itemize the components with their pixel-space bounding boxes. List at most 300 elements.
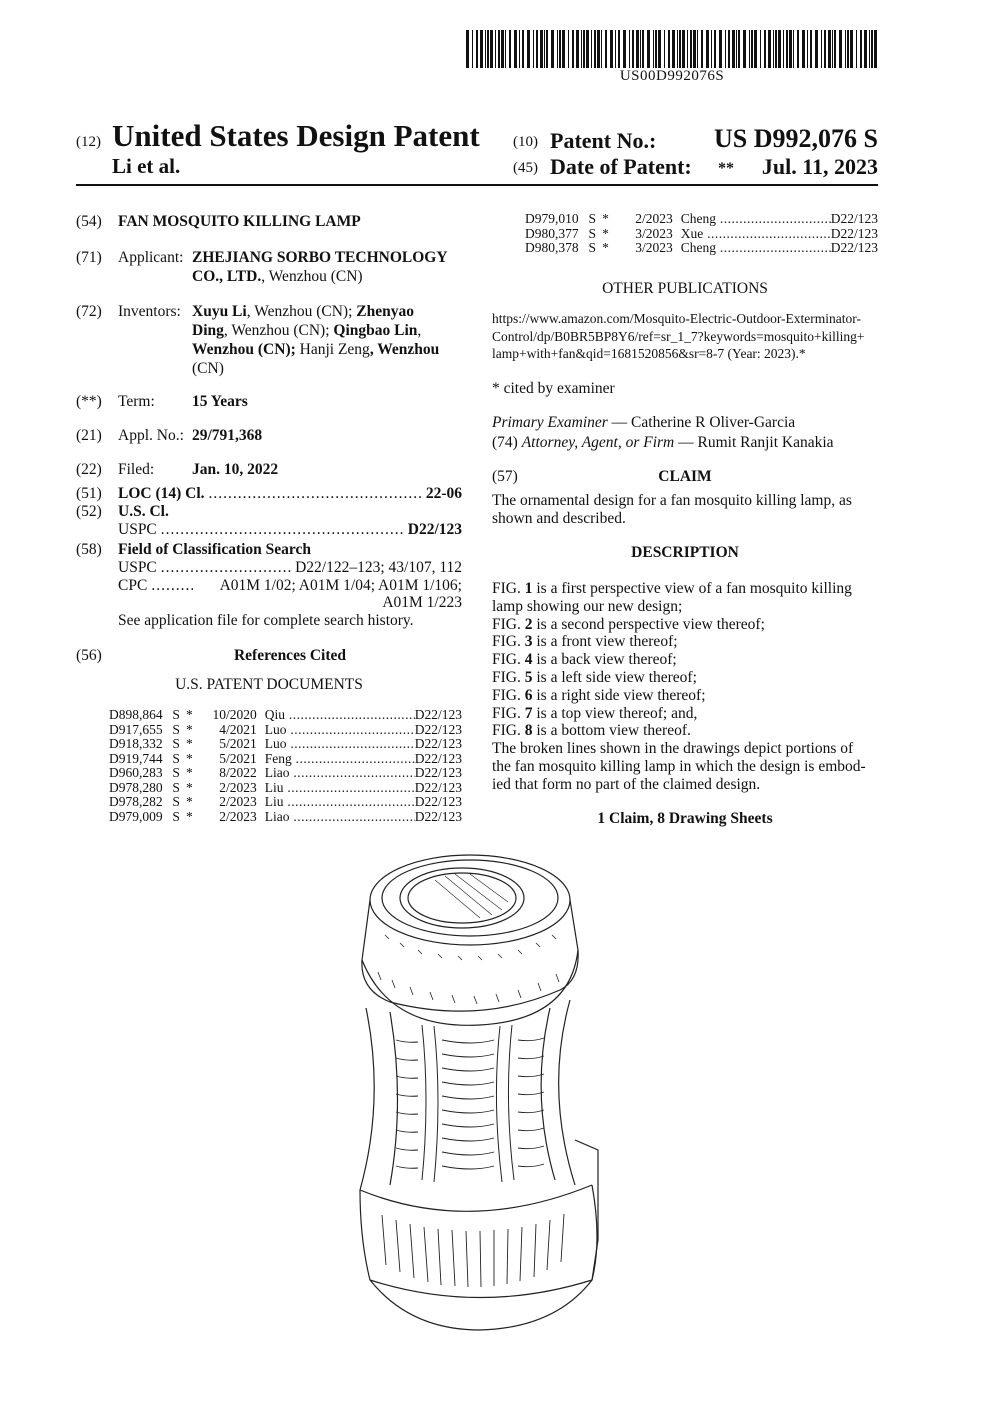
uscl-line — [118, 521, 462, 539]
reference-num: D898,864 — [109, 707, 163, 722]
applicant-value — [192, 248, 462, 286]
date-marker: ** — [718, 160, 734, 177]
inventors-label: Inventors: — [118, 303, 181, 320]
reference-name: Liu ..... — [265, 795, 415, 809]
patent-type-code: (12) — [76, 134, 101, 150]
barcode-bar — [690, 30, 692, 68]
barcode-bar — [687, 30, 688, 68]
barcode-bar — [509, 30, 511, 68]
applicant-location: , Wenzhou (CN) — [261, 268, 363, 285]
reference-kind: S — [172, 765, 180, 780]
barcode-bar — [847, 30, 849, 68]
loc-value: 22-06 — [425, 485, 462, 502]
description-title: DESCRIPTION — [631, 544, 739, 561]
figure-number: 6 — [524, 686, 533, 704]
barcode-bar — [789, 30, 792, 68]
barcode-bar — [559, 30, 561, 68]
barcode-bar — [719, 30, 722, 68]
figure-number: 7 — [524, 704, 533, 722]
reference-num: D979,010 — [525, 211, 579, 226]
barcode-bar — [505, 30, 506, 68]
description-segment: is a first perspective view of a fan mosquito killing — [532, 580, 852, 597]
reference-kind: S — [172, 750, 180, 766]
reference-num: D978,280 — [109, 779, 163, 795]
description-segment: FIG. — [492, 615, 525, 633]
barcode-bar — [815, 30, 818, 68]
barcode-bar — [501, 30, 504, 68]
barcode-bar — [514, 30, 517, 68]
reference-date: 5/2021 — [219, 750, 257, 766]
other-publication-line: Control/dp/B0BR5BP8Y6/ref=sr_1_7?keywords=mosquito+killing+ — [492, 328, 865, 344]
reference-kind: S — [172, 707, 180, 722]
reference-date: 2/2023 — [219, 794, 257, 809]
barcode-bar — [490, 30, 493, 68]
barcode-bar — [751, 30, 753, 68]
description-line — [492, 687, 878, 705]
reference-star: * — [185, 707, 193, 722]
appl-value: 29/791,368 — [192, 427, 263, 444]
barcode-bar — [871, 30, 873, 68]
description-line — [492, 616, 878, 634]
description-line — [492, 705, 878, 723]
description-line — [492, 580, 878, 598]
barcode-bar — [618, 30, 620, 68]
claim-title: CLAIM — [658, 468, 712, 485]
reference-row — [109, 752, 462, 767]
barcode-bar — [519, 30, 520, 68]
barcode-bar — [764, 30, 766, 68]
barcode-bar — [527, 30, 530, 68]
barcode-bar — [824, 30, 826, 68]
reference-class: D22/123 — [830, 240, 878, 255]
barcode — [466, 30, 878, 68]
reference-name-cell — [265, 795, 415, 810]
barcode-bar — [807, 30, 808, 68]
description-segment: is a bottom view thereof. — [532, 722, 691, 740]
other-publications-title: OTHER PUBLICATIONS — [602, 280, 768, 297]
description-line — [492, 669, 878, 687]
examiner-name: — Catherine R Oliver-Garcia — [607, 414, 796, 431]
reference-date: 2/2023 — [219, 808, 257, 824]
claim-line: The ornamental design for a fan mosquito killing lamp, as — [492, 492, 852, 509]
refs-title: References Cited — [233, 647, 347, 664]
reference-star: * — [602, 240, 609, 255]
search-cpc-label: CPC — [118, 577, 148, 594]
reference-kind: S — [172, 779, 180, 795]
claims-count: 1 Claim, 8 Drawing Sheets — [597, 810, 773, 827]
barcode-bar — [623, 30, 626, 68]
barcode-bar — [706, 30, 709, 68]
barcode-bar — [874, 30, 877, 68]
barcode-bar — [856, 30, 857, 68]
patent-type-title: United States Design Patent — [112, 118, 480, 153]
barcode-bar — [583, 30, 585, 68]
reference-kind: S — [172, 808, 180, 824]
description-line — [492, 651, 878, 669]
references-table-left — [109, 708, 462, 824]
header-rule — [76, 184, 878, 186]
barcode-bar — [629, 30, 630, 68]
attorney-code: (74) — [492, 434, 518, 451]
barcode-bar — [551, 30, 554, 68]
barcode-bar — [697, 30, 698, 68]
reference-class: D22/123 — [414, 779, 462, 795]
barcode-number: US00D992076S — [619, 68, 725, 84]
reference-num: D979,009 — [109, 808, 163, 824]
reference-name: Xue ..... — [681, 227, 831, 241]
inventor-name: , Wenzhou — [369, 341, 440, 358]
description-segment: FIG. — [492, 651, 525, 669]
description-line — [492, 633, 878, 651]
claim-text — [492, 492, 878, 528]
reference-date: 5/2021 — [219, 736, 257, 751]
reference-kind: S — [588, 225, 596, 241]
barcode-bar — [738, 30, 740, 68]
barcode-bar — [793, 30, 794, 68]
reference-date: 3/2023 — [635, 225, 673, 241]
reference-name: Luo ..... — [265, 737, 415, 751]
barcode-bar — [749, 30, 750, 68]
reference-star: * — [602, 225, 609, 241]
reference-num: D919,744 — [109, 750, 163, 766]
barcode-bar — [664, 30, 665, 68]
attorney-line — [492, 434, 834, 452]
description-line: ied that form no part of the claimed design. — [492, 775, 761, 793]
reference-class: D22/123 — [414, 794, 462, 809]
reference-class: D22/123 — [414, 750, 462, 766]
barcode-bar — [476, 30, 478, 68]
inventor-name: (CN) — [192, 360, 224, 377]
reference-name: Luo ..... — [265, 723, 415, 737]
reference-date: 2/2023 — [219, 779, 257, 795]
barcode-bar — [655, 30, 657, 68]
barcode-bar — [557, 30, 558, 68]
barcode-bar — [586, 30, 589, 68]
reference-class: D22/123 — [414, 736, 462, 751]
barcode-bar — [466, 30, 469, 68]
description-segment: is a top view thereof; and, — [532, 704, 698, 722]
barcode-bar — [850, 30, 853, 68]
date-code: (45) — [513, 160, 538, 176]
examiner-label: Primary Examiner — [492, 414, 608, 431]
search-cpc-line — [118, 577, 462, 595]
barcode-bar — [533, 30, 534, 68]
barcode-bar — [864, 30, 867, 68]
filed-value: Jan. 10, 2022 — [192, 461, 279, 478]
inventor-name: Ding — [192, 322, 224, 339]
reference-class: D22/123 — [830, 211, 878, 226]
barcode-bar — [594, 30, 596, 68]
figure-number: 3 — [524, 633, 533, 651]
barcode-bar — [544, 30, 545, 68]
barcode-bar — [672, 30, 675, 68]
description-line: the fan mosquito killing lamp in which the design is embod- — [492, 757, 866, 775]
inventor-name: Wenzhou (CN); — [192, 341, 300, 358]
reference-date: 4/2021 — [219, 721, 257, 737]
claim-line: shown and described. — [492, 510, 626, 527]
figure-number: 4 — [524, 651, 533, 669]
inventor-location: Hanji Zeng — [299, 341, 370, 358]
barcode-bar — [725, 30, 726, 68]
reference-star: * — [185, 736, 193, 751]
barcode-bar — [647, 30, 650, 68]
inventors-list — [192, 302, 462, 378]
search-uspc-label: USPC — [118, 559, 157, 576]
reference-name-cell — [681, 241, 831, 256]
refs-subtitle: U.S. PATENT DOCUMENTS — [175, 676, 363, 693]
barcode-bar — [546, 30, 548, 68]
attorney-label: Attorney, Agent, or Firm — [521, 434, 675, 451]
patent-no-label: Patent No.: — [550, 128, 657, 153]
reference-row — [525, 227, 878, 242]
loc-line — [118, 484, 462, 503]
reference-num: D960,283 — [109, 765, 163, 780]
reference-class: D22/123 — [414, 721, 462, 737]
term-value: 15 Years — [192, 393, 248, 410]
barcode-bar — [701, 30, 703, 68]
reference-num: D917,655 — [109, 721, 163, 737]
barcode-bar — [839, 30, 842, 68]
barcode-bar — [821, 30, 822, 68]
reference-star: * — [185, 721, 193, 737]
barcode-bar — [802, 30, 805, 68]
search-code: (58) — [76, 541, 102, 558]
barcode-bar — [636, 30, 639, 68]
applicant-name: ZHEJIANG SORBO TECHNOLOGY CO., LTD. — [192, 249, 447, 285]
reference-num: D978,282 — [109, 794, 163, 809]
description-line — [492, 722, 878, 740]
barcode-bar — [562, 30, 565, 68]
barcode-bar — [472, 30, 473, 68]
reference-name-cell — [265, 737, 415, 752]
reference-name: Feng ..... — [265, 752, 415, 766]
barcode-bar — [615, 30, 616, 68]
figure-number: 2 — [524, 615, 533, 633]
barcode-bar — [714, 30, 716, 68]
search-cpc-value: A01M 1/02; A01M 1/04; A01M 1/106; — [219, 577, 462, 594]
barcode-bar — [540, 30, 543, 68]
reference-name-cell — [265, 708, 415, 723]
description-segment: FIG. — [492, 722, 525, 740]
description-segment: FIG. — [492, 704, 525, 722]
reference-name-cell — [265, 752, 415, 767]
reference-name-cell — [265, 781, 415, 796]
figure-number: 8 — [524, 722, 533, 740]
barcode-bar — [832, 30, 833, 68]
description-text — [492, 580, 878, 794]
inventor-name: Xuyu Li — [192, 303, 247, 320]
refs-code: (56) — [76, 647, 102, 664]
reference-name-cell — [265, 723, 415, 738]
barcode-bar — [572, 30, 574, 68]
barcode-bar — [743, 30, 746, 68]
reference-row — [525, 241, 878, 256]
barcode-bar — [693, 30, 696, 68]
description-segment: FIG. — [492, 668, 525, 686]
uscl-value: D22/123 — [407, 521, 462, 538]
reference-kind: S — [172, 721, 180, 737]
reference-class: D22/123 — [414, 808, 462, 824]
loc-code: (51) — [76, 485, 102, 502]
barcode-bar — [679, 30, 681, 68]
uscl-sub-label: USPC — [118, 521, 157, 538]
examiner-line — [492, 414, 795, 432]
appl-label: Appl. No.: — [118, 427, 184, 444]
filed-label: Filed: — [118, 461, 155, 478]
description-segment: is a back view thereof; — [532, 651, 677, 669]
lamp-drawing — [330, 840, 630, 1350]
reference-kind: S — [588, 211, 596, 226]
reference-star: * — [185, 794, 193, 809]
reference-name: Liu ..... — [265, 781, 415, 795]
barcode-bar — [778, 30, 781, 68]
other-publications — [492, 310, 892, 363]
barcode-bar — [581, 30, 582, 68]
inventor-name: Qingbao Lin — [333, 322, 418, 339]
filed-code: (22) — [76, 461, 102, 478]
other-publication-line: lamp+with+fan&qid=1681520856&sr=8-7 (Year: 2023).* — [492, 346, 806, 361]
claim-code: (57) — [492, 468, 518, 485]
reference-name: Liao ..... — [265, 810, 415, 824]
description-segment: is a front view thereof; — [532, 633, 678, 651]
uscl-code: (52) — [76, 503, 102, 520]
inventors-code: (72) — [76, 303, 102, 320]
reference-name-cell — [265, 766, 415, 781]
reference-row — [109, 810, 462, 825]
inventors-line — [192, 340, 462, 359]
barcode-bar — [498, 30, 500, 68]
reference-class: D22/123 — [414, 765, 462, 780]
applicant-label: Applicant: — [118, 249, 184, 266]
term-code: (**) — [76, 393, 102, 410]
reference-star: * — [602, 211, 609, 226]
appl-code: (21) — [76, 427, 102, 444]
description-line: lamp showing our new design; — [492, 597, 683, 615]
barcode-bar — [736, 30, 737, 68]
barcode-bar — [682, 30, 685, 68]
description-segment: is a left side view thereof; — [532, 668, 697, 686]
date-value: Jul. 11, 2023 — [761, 154, 878, 179]
barcode-bar — [653, 30, 654, 68]
search-uspc-value: D22/122–123; 43/107, 112 — [295, 559, 462, 576]
inventors-line — [192, 359, 462, 378]
barcode-bar — [597, 30, 600, 68]
barcode-bar — [640, 30, 641, 68]
barcode-bar — [605, 30, 607, 68]
reference-name-cell — [265, 810, 415, 825]
barcode-bar — [658, 30, 661, 68]
description-segment: FIG. — [492, 686, 525, 704]
description-segment: is a second perspective view thereof; — [532, 615, 765, 633]
barcode-bar — [786, 30, 788, 68]
reference-row — [109, 708, 462, 723]
barcode-bar — [591, 30, 592, 68]
other-publication-line: https://www.amazon.com/Mosquito-Electric-Outdoor-Exterminator- — [492, 311, 861, 326]
reference-row — [109, 766, 462, 781]
description-segment: FIG. — [492, 633, 525, 651]
cited-note: * cited by examiner — [492, 380, 615, 397]
search-cpc-value2: A01M 1/223 — [382, 594, 462, 611]
reference-date: 3/2023 — [635, 240, 673, 255]
reference-kind: S — [172, 736, 180, 751]
references-table-right — [525, 212, 878, 256]
barcode-bar — [485, 30, 486, 68]
reference-row — [109, 737, 462, 752]
barcode-bar — [487, 30, 489, 68]
reference-star: * — [185, 808, 193, 824]
date-label: Date of Patent: — [550, 154, 692, 179]
barcode-bar — [677, 30, 678, 68]
barcode-bar — [480, 30, 483, 68]
reference-num: D918,332 — [109, 736, 163, 751]
uscl-label: U.S. Cl. — [118, 503, 169, 520]
design-title: FAN MOSQUITO KILLING LAMP — [118, 213, 361, 230]
reference-class: D22/123 — [414, 707, 462, 722]
barcode-bar — [642, 30, 644, 68]
barcode-bar — [536, 30, 538, 68]
barcode-bar — [869, 30, 870, 68]
barcode-bar — [495, 30, 496, 68]
barcode-bar — [810, 30, 812, 68]
reference-name: Qiu ..... — [265, 708, 415, 722]
reference-name-cell — [681, 212, 831, 227]
barcode-bar — [773, 30, 774, 68]
reference-row — [525, 212, 878, 227]
reference-num: D980,378 — [525, 240, 579, 255]
barcode-bar — [668, 30, 670, 68]
barcode-bar — [732, 30, 735, 68]
barcode-bar — [522, 30, 524, 68]
barcode-bar — [768, 30, 771, 68]
inventors-line — [192, 321, 462, 340]
barcode-bar — [760, 30, 761, 68]
description-line: The broken lines shown in the drawings depict portions of — [492, 740, 854, 758]
attorney-name: — Rumit Ranjit Kanakia — [674, 434, 834, 451]
reference-name-cell — [681, 227, 831, 242]
reference-num: D980,377 — [525, 225, 579, 241]
barcode-bar — [797, 30, 799, 68]
loc-label: LOC (14) Cl. — [118, 485, 205, 502]
patent-number: US D992,076 S — [714, 124, 878, 153]
reference-date: 8/2022 — [219, 765, 257, 780]
reference-date: 2/2023 — [635, 211, 673, 226]
applicant-code: (71) — [76, 249, 102, 266]
barcode-bar — [632, 30, 634, 68]
reference-class: D22/123 — [830, 225, 878, 241]
reference-date: 10/2020 — [212, 707, 257, 722]
inventor-name: Zhenyao — [356, 303, 414, 320]
reference-kind: S — [172, 794, 180, 809]
barcode-bar — [834, 30, 836, 68]
reference-kind: S — [588, 240, 596, 255]
search-uspc-line — [118, 559, 462, 577]
barcode-bar — [828, 30, 831, 68]
inventor-location: , — [417, 322, 422, 339]
reference-row — [109, 781, 462, 796]
barcode-bar — [601, 30, 602, 68]
barcode-bar — [576, 30, 579, 68]
figure-number: 5 — [524, 668, 533, 686]
barcode-bar — [754, 30, 757, 68]
reference-star: * — [185, 750, 193, 766]
barcode-bar — [845, 30, 846, 68]
search-label: Field of Classification Search — [118, 541, 312, 558]
reference-row — [109, 723, 462, 738]
description-segment: FIG. — [492, 580, 525, 597]
reference-star: * — [185, 779, 193, 795]
barcode-bar — [860, 30, 862, 68]
barcode-bar — [783, 30, 784, 68]
